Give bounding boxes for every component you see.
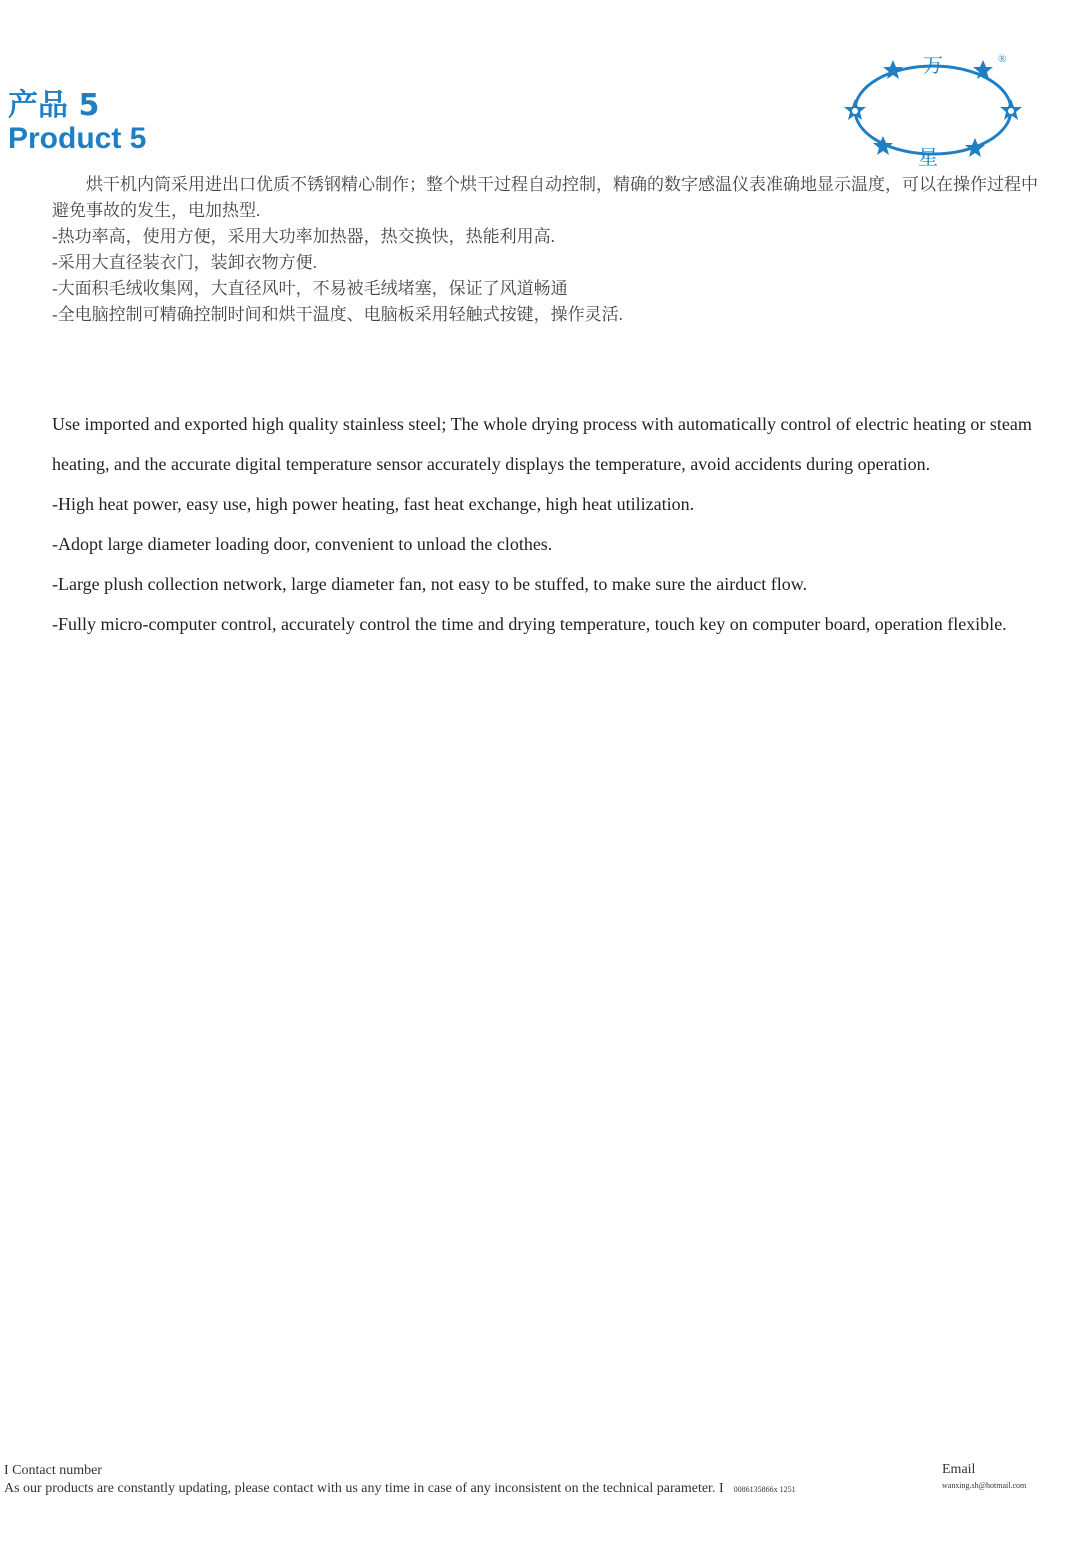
chinese-description bbox=[52, 172, 1042, 328]
en-paragraph: -High heat power, easy use, high power heating, fast heat exchange, high heat utilization. bbox=[52, 494, 695, 514]
email-block bbox=[942, 1462, 1026, 1494]
footer-notice: As our products are constantly updating, please contact with us any time in case of any inconsistent on the technical parameter. I bbox=[4, 1481, 724, 1496]
cn-paragraph: -全电脑控制可精确控制时间和烘干温度、电脑板采用轻触式按键，操作灵活. bbox=[52, 305, 623, 324]
email-label: Email bbox=[942, 1462, 976, 1477]
cn-paragraph: 烘干机内筒采用进出口优质不锈钢精心制作；整个烘干过程自动控制，精确的数字感温仪表准确地显示温度，可以在操作过程中避免事故的发生，电加热型. bbox=[52, 175, 1038, 220]
logo-char-bottom: 星 bbox=[918, 145, 938, 168]
cn-paragraph: -大面积毛绒收集网，大直径风叶，不易被毛绒堵塞，保证了风道畅通 bbox=[52, 279, 568, 298]
title-chinese: 产品 5 bbox=[8, 88, 100, 123]
en-paragraph: -Large plush collection network, large diameter fan, not easy to be stuffed, to make sure the airduct flow. bbox=[52, 574, 808, 594]
email-address[interactable]: wanxing.sh@hotmail.com bbox=[942, 1481, 1027, 1490]
logo-char-top: 万 bbox=[923, 53, 943, 77]
en-paragraph: -Fully micro-computer control, accurately control the time and drying temperature, touch key on computer board, operation flexible. bbox=[52, 614, 1007, 634]
english-description bbox=[52, 404, 1062, 644]
en-paragraph: Use imported and exported high quality stainless steel; The whole drying process with automatically control of electric heating or steam heating, and the accurate digital temperature sensor accurately displays the temperature, avoid accidents during operation. bbox=[52, 414, 1032, 474]
footer bbox=[4, 1462, 796, 1499]
cn-paragraph: -采用大直径装衣门，装卸衣物方便. bbox=[52, 253, 317, 272]
contact-label: I Contact number bbox=[4, 1463, 102, 1478]
en-paragraph: -Adopt large diameter loading door, convenient to unload the clothes. bbox=[52, 534, 553, 554]
star-icon bbox=[965, 138, 985, 157]
cn-paragraph: -热功率高，使用方便，采用大功率加热器，热交换快，热能利用高. bbox=[52, 227, 555, 246]
registered-mark: ® bbox=[998, 53, 1007, 65]
phone-number: 0086135866x 1251 bbox=[733, 1485, 796, 1494]
title-english: Product 5 bbox=[8, 122, 147, 155]
brand-logo bbox=[838, 48, 1028, 168]
